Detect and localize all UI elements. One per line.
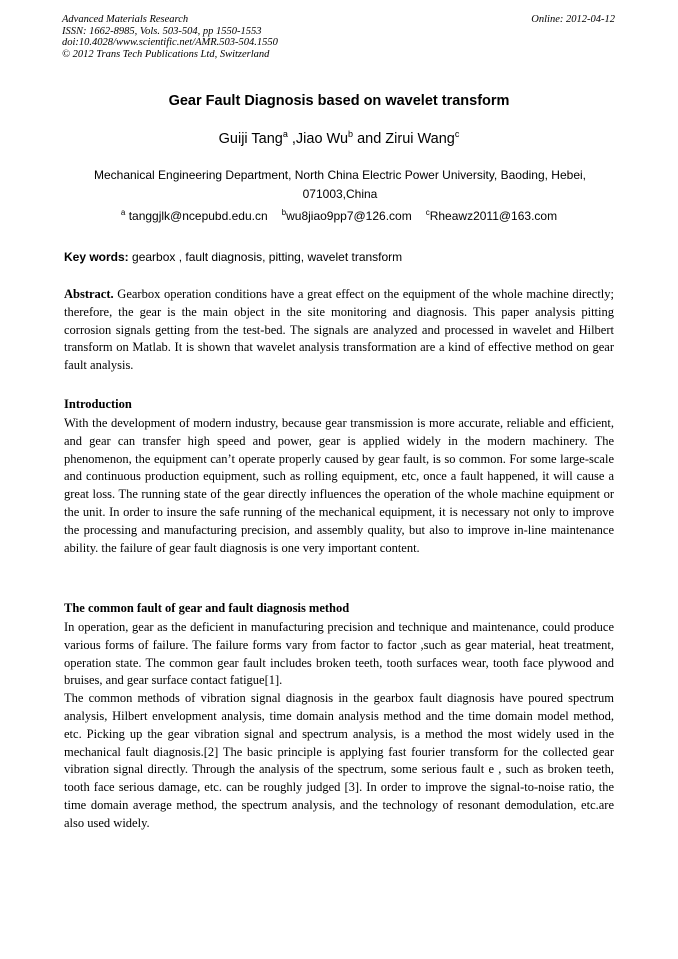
paper-title: Gear Fault Diagnosis based on wavelet transform	[168, 93, 510, 109]
author-superscript: b	[348, 129, 354, 139]
section-heading-common-fault: The common fault of gear and fault diagnosis method	[64, 601, 350, 615]
email-address: wu8jiao9pp7@126.com	[286, 209, 412, 223]
section-heading-introduction: Introduction	[64, 397, 132, 411]
email-address: tanggjlk@ncepubd.edu.cn	[125, 209, 268, 223]
introduction-paragraph	[64, 415, 614, 557]
online-date: Online: 2012-04-12	[531, 14, 615, 25]
copyright-line: © 2012 Trans Tech Publications Ltd, Switzerland	[62, 48, 270, 60]
paragraph: With the development of modern industry, because gear transmission is more accurate, reliable and efficient, and gear can transfer high speed and power, gear is applied widely in the modern machinery. The phenomenon, the equipment can’t operate properly caused by gear fault, is so common. For some large-scale and continuous production equipment, such as rolling equipment, etc, once a fault happened, it will cause a great loss. The running state of the gear directly influences the operation of the whole machine equipment or the unit. In order to insure the safe running of the mechanical equipment, it is necessary not only to improve the processing and manufacturing precision, and assembly quality, but also to improve in-line maintenance ability. the failure of gear fault diagnosis is one very important content.	[64, 416, 614, 555]
abstract-section	[64, 286, 614, 375]
keywords-label: Key words:	[64, 250, 129, 264]
author-emails	[0, 209, 678, 223]
author-name: and Zirui Wang	[353, 131, 455, 147]
author-superscript: a	[282, 129, 288, 139]
paragraph: The common methods of vibration signal diagnosis in the gearbox fault diagnosis have poured spectrum analysis, Hilbert envelopment analysis, time domain analysis method and the time domain model method, etc. Picking up the gear vibration signal and spectrum analysis, is a method the most widely used in the mechanical fault diagnosis.[2] The basic principle is applying fast fourier transform for the collected gear vibration signal directly. Through the analysis of the spectrum, some serious fault e , such as broken teeth, tooth face serious damage, etc. can be roughly judged [3]. In order to improve the signal-to-noise ratio, the time domain average method, the spectrum analysis, and the technology of resonant demodulation, etc.are also used widely.	[64, 691, 614, 830]
author-superscript: c	[454, 129, 460, 139]
abstract-label: Abstract.	[64, 287, 114, 301]
doi-line: doi:10.4028/www.scientific.net/AMR.503-504.1550	[62, 37, 278, 48]
paragraph: In operation, gear as the deficient in manufacturing precision and technique and maintenance, could produce various forms of failure. The failure forms vary from factor to factor ,such as gear material, heat treatment, operation state. The common gear fault includes broken teeth, tooth surfaces wear, tooth face plywood and bruises, and gear surface contact fatigue[1].	[64, 620, 614, 688]
keywords-line	[64, 250, 614, 264]
abstract-text: Gearbox operation conditions have a great effect on the equipment of the whole machine directly; therefore, the gear is the main object in the site monitoring and diagnosis. This paper analysis pitting corrosion signals getting from the test-bed. The signals are analyzed and processed in wavelet and Hilbert transform on Matlab. It is shown that wavelet analysis transformation are a kind of effective method on gear fault analysis.	[64, 287, 614, 373]
author-name: Guiji Tang	[218, 131, 283, 147]
affiliation: Mechanical Engineering Department, North China Electric Power University, Baoding, Hebei, 071003,China	[93, 168, 586, 201]
journal-name: Advanced Materials Research	[62, 14, 189, 25]
email-superscript: b	[281, 208, 287, 217]
author-name: ,Jiao Wu	[287, 131, 349, 147]
keywords-text: gearbox , fault diagnosis, pitting, wavelet transform	[128, 250, 403, 264]
common-fault-paragraphs	[64, 619, 614, 833]
author-list	[0, 131, 678, 147]
issn-line: ISSN: 1662-8985, Vols. 503-504, pp 1550-1553	[62, 25, 262, 37]
email-superscript: a	[120, 208, 126, 217]
email-superscript: c	[425, 208, 430, 217]
journal-header	[62, 14, 615, 60]
email-address: Rheawz2011@163.com	[429, 209, 558, 223]
